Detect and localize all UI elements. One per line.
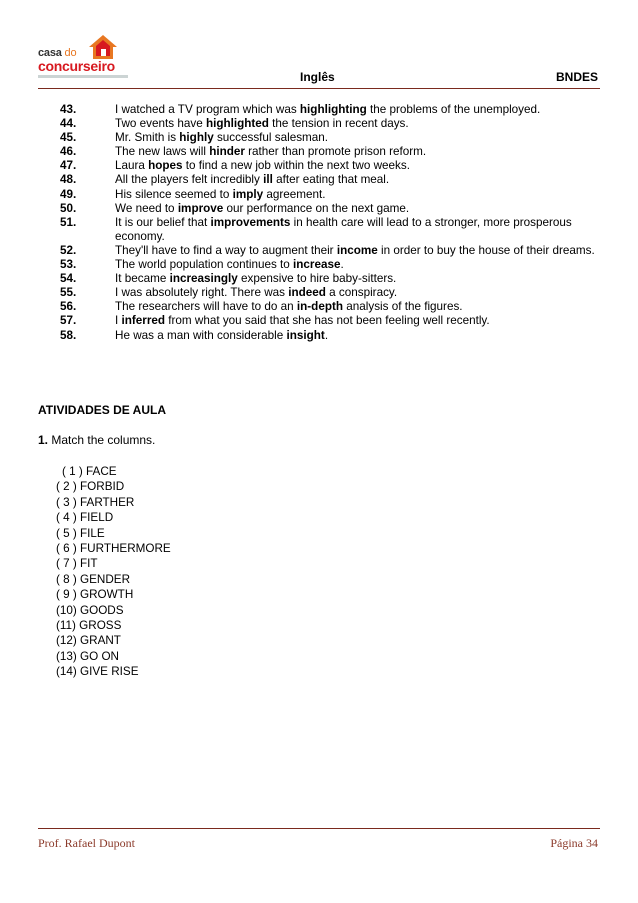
- sentence-number: 49.: [60, 187, 77, 201]
- casa-do-concurseiro-logo: [38, 34, 118, 78]
- sentence-row: [60, 145, 605, 159]
- sentence-number: 52.: [60, 243, 77, 257]
- highlighted-term: in-depth: [296, 300, 343, 314]
- logo-line-1: casa do: [38, 47, 77, 59]
- house-icon: [88, 34, 118, 60]
- highlighted-term: indeed: [288, 286, 326, 300]
- sentence-fragment: It is our belief that: [115, 215, 211, 229]
- exercise-text: Match the columns.: [48, 433, 156, 447]
- sentence-row: [60, 286, 605, 300]
- sentence-row: [60, 329, 605, 343]
- sentence-number: 45.: [60, 131, 77, 145]
- sentence-number: 56.: [60, 300, 77, 314]
- highlighted-term: hopes: [148, 159, 183, 173]
- match-option: ( 4 ) FIELD: [56, 511, 114, 525]
- sentence-fragment: We need to: [115, 201, 178, 215]
- sentence-text: [115, 286, 605, 300]
- sentence-text: [115, 314, 605, 328]
- sentence-fragment: a conspiracy.: [325, 286, 398, 300]
- match-option: ( 1 ) FACE: [62, 465, 117, 478]
- match-option: ( 8 ) GENDER: [56, 572, 131, 586]
- match-option: (12) GRANT: [56, 634, 121, 648]
- sentence-text: [115, 300, 605, 314]
- highlighted-term: improvements: [210, 215, 291, 229]
- sentence-row: [60, 131, 605, 145]
- sentence-row: [60, 300, 605, 314]
- sentence-number: 51.: [60, 215, 77, 229]
- sentence-row: [60, 173, 605, 187]
- sentence-row: [60, 188, 605, 202]
- sentence-fragment: .: [340, 258, 344, 272]
- sentence-row: [60, 159, 605, 173]
- footer-divider: [38, 828, 600, 829]
- footer-page-number: Página 34: [550, 836, 598, 850]
- sentence-text: [115, 117, 605, 131]
- highlighted-term: hinder: [209, 145, 245, 159]
- sentence-fragment: after eating that meal.: [272, 173, 390, 187]
- sentence-text: [115, 258, 605, 272]
- match-option: ( 9 ) GROWTH: [56, 588, 134, 602]
- match-option: (10) GOODS: [56, 603, 124, 617]
- sentence-fragment: analysis of the figures.: [343, 300, 463, 314]
- sentence-fragment: It became: [115, 272, 170, 286]
- sentence-text: [115, 272, 605, 286]
- sentence-fragment: I watched a TV program which was: [115, 103, 300, 116]
- sentence-text: [115, 244, 605, 258]
- sentence-row: [60, 202, 605, 216]
- sentence-row: [60, 117, 605, 131]
- sentence-fragment: They'll have to find a way to augment their: [115, 243, 337, 257]
- sentence-text: [115, 173, 605, 187]
- sentence-fragment: expensive to hire baby-sitters.: [237, 272, 397, 286]
- highlighted-term: highly: [179, 131, 214, 145]
- sentence-row: [60, 314, 605, 328]
- sentence-fragment: in order to buy the house of their dreams.: [377, 243, 595, 257]
- header-exam-code: BNDES: [555, 70, 598, 84]
- sentence-number: 48.: [60, 173, 77, 187]
- exercise-number: 1.: [38, 433, 49, 447]
- sentence-fragment: to find a new job within the next two weeks.: [182, 159, 410, 173]
- highlighted-term: improve: [177, 201, 224, 215]
- match-option: (14) GIVE RISE: [56, 665, 139, 679]
- sentence-number: 44.: [60, 117, 77, 131]
- exercise-instruction: [38, 433, 155, 447]
- sentence-row: [60, 244, 605, 258]
- header-divider: [38, 88, 600, 89]
- highlighted-term: ill: [263, 173, 273, 187]
- sentence-text: [115, 103, 605, 117]
- sentence-number: 53.: [60, 258, 77, 272]
- sentence-text: [115, 216, 605, 244]
- highlighted-term: increase: [293, 258, 341, 272]
- sentence-fragment: the tension in recent days.: [268, 117, 409, 131]
- highlighted-term: increasingly: [169, 272, 238, 286]
- sentence-fragment: the problems of the unemployed.: [366, 103, 541, 116]
- sentence-text: [115, 159, 605, 173]
- sentence-fragment: rather than promote prison reform.: [244, 145, 427, 159]
- sentence-row: [60, 216, 605, 244]
- sentence-row: [60, 103, 605, 117]
- sentence-fragment: .: [324, 328, 329, 342]
- sentence-fragment: All the players felt incredibly: [115, 173, 264, 187]
- sentence-fragment: The world population continues to: [115, 258, 294, 272]
- highlighted-term: insight: [286, 328, 325, 342]
- match-option: ( 7 ) FIT: [56, 557, 98, 571]
- sentence-number: 57.: [60, 314, 77, 328]
- match-option: (11) GROSS: [56, 619, 122, 633]
- sentence-fragment: I was absolutely right. There was: [115, 286, 289, 300]
- sentence-text: [115, 202, 605, 216]
- sentence-text: [115, 188, 605, 202]
- sentence-number: 47.: [60, 159, 77, 173]
- sentence-fragment: I: [115, 314, 122, 328]
- sentence-number: 43.: [60, 103, 77, 116]
- highlighted-term: highlighted: [205, 117, 269, 131]
- sentence-text: [115, 145, 605, 159]
- sentence-row: [60, 272, 605, 286]
- highlighted-term: highlighting: [299, 103, 367, 116]
- match-option: ( 5 ) FILE: [56, 526, 105, 540]
- sentence-fragment: He was a man with considerable: [115, 328, 287, 342]
- match-option: ( 2 ) FORBID: [56, 480, 125, 494]
- sentence-fragment: in health care will lead to a stronger, more prosperous economy.: [115, 215, 572, 243]
- sentence-fragment: our performance on the next game.: [223, 201, 410, 215]
- sentence-fragment: Mr. Smith is: [115, 131, 180, 145]
- match-option: ( 6 ) FURTHERMORE: [56, 542, 171, 556]
- sentence-row: [60, 258, 605, 272]
- logo-tagline-bar: [38, 75, 128, 78]
- highlighted-term: imply: [232, 187, 264, 201]
- vocabulary-sentence-list: [60, 103, 605, 343]
- sentence-number: 55.: [60, 286, 77, 300]
- sentence-fragment: successful salesman.: [213, 131, 329, 145]
- highlighted-term: income: [336, 243, 378, 257]
- sentence-number: 58.: [60, 328, 77, 342]
- section-title: ATIVIDADES DE AULA: [38, 403, 167, 417]
- match-options-list: [56, 464, 171, 680]
- highlighted-term: inferred: [121, 314, 166, 328]
- sentence-fragment: Two events have: [115, 117, 206, 131]
- sentence-text: [115, 329, 605, 343]
- sentence-text: [115, 131, 605, 145]
- sentence-fragment: His silence seemed to: [115, 187, 233, 201]
- sentence-fragment: agreement.: [263, 187, 326, 201]
- logo-line-2: concurseiro: [38, 58, 115, 74]
- sentence-number: 50.: [60, 201, 77, 215]
- header-subject: Inglês: [300, 70, 335, 84]
- sentence-number: 46.: [60, 145, 77, 159]
- match-option: ( 3 ) FARTHER: [56, 495, 135, 509]
- sentence-number: 54.: [60, 272, 77, 286]
- sentence-fragment: Laura: [115, 159, 149, 173]
- sentence-fragment: The new laws will: [115, 145, 210, 159]
- sentence-fragment: from what you said that she has not been feeling well recently.: [165, 314, 490, 328]
- sentence-fragment: The researchers will have to do an: [115, 300, 297, 314]
- match-option: (13) GO ON: [56, 649, 119, 663]
- footer-author: Prof. Rafael Dupont: [38, 836, 135, 850]
